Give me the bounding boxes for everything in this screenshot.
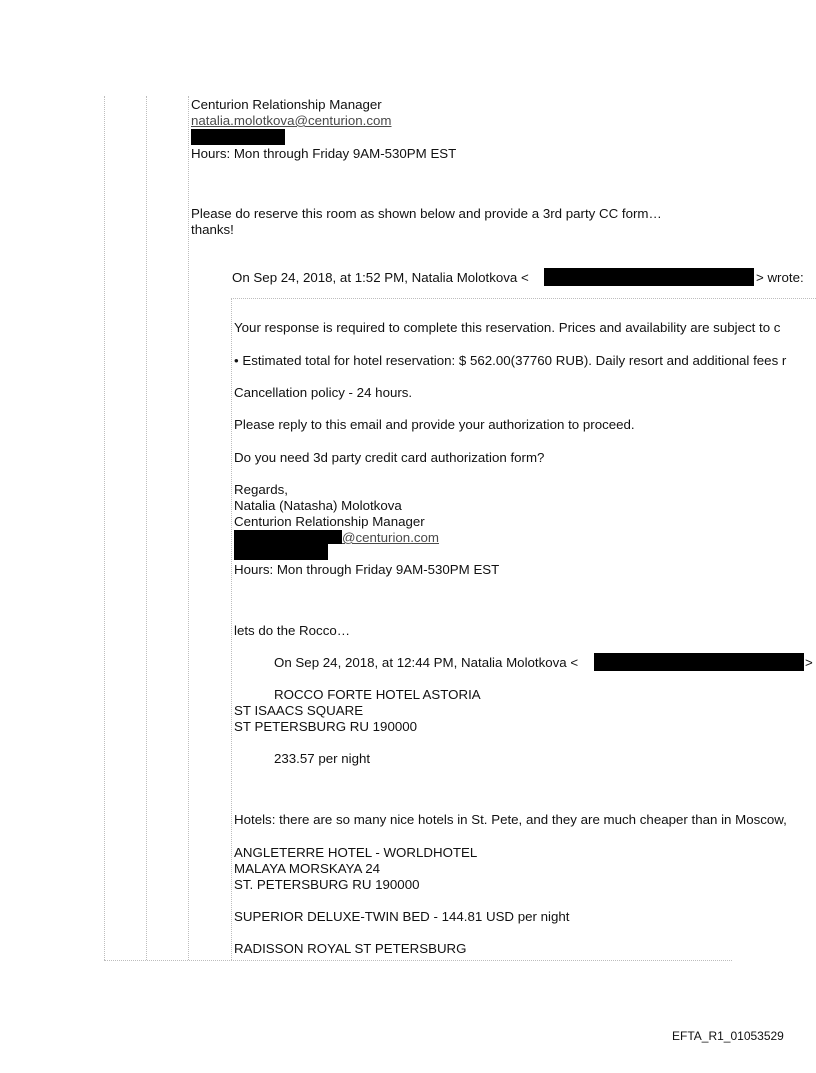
quote-border-bottom [104, 960, 732, 961]
reply-thanks: thanks! [191, 222, 234, 237]
reply-rocco: lets do the Rocco… [234, 623, 351, 638]
sender-email-link[interactable]: @centurion.com [342, 530, 440, 545]
signature-email-link[interactable]: natalia.molotkova@centurion.com [191, 113, 392, 128]
quote-header-2-prefix: On Sep 24, 2018, at 12:44 PM, Natalia Molotkova < [274, 655, 579, 670]
redaction-box [594, 653, 804, 671]
hotel3-name: RADISSON ROYAL ST PETERSBURG [234, 941, 467, 956]
hotels-note: Hotels: there are so many nice hotels in St. Pete, and they are much cheaper than in Moscow, [234, 812, 787, 827]
sender-title: Centurion Relationship Manager [234, 514, 425, 529]
quote-header-1 [232, 270, 529, 285]
redaction-box [234, 544, 328, 560]
authorization-request: Please reply to this email and provide your authorization to proceed. [234, 417, 635, 432]
quote-border-top [231, 298, 816, 299]
redaction-box [191, 129, 285, 145]
hotel2-street: MALAYA MORSKAYA 24 [234, 861, 381, 876]
cancellation-policy: Cancellation policy - 24 hours. [234, 385, 413, 400]
regards: Regards, [234, 482, 288, 497]
signature-hours: Hours: Mon through Friday 9AM-530PM EST [191, 146, 457, 161]
hotel2-name: ANGLETERRE HOTEL - WORLDHOTEL [234, 845, 478, 860]
quote-header-suffix: > wrote: [756, 270, 804, 285]
document-id: EFTA_R1_01053529 [672, 1029, 784, 1043]
quote-border-inner [188, 96, 189, 960]
quote-border-outer [104, 96, 105, 960]
hotel-city: ST PETERSBURG RU 190000 [234, 719, 418, 734]
sender-hours: Hours: Mon through Friday 9AM-530PM EST [234, 562, 500, 577]
quote-border-middle [146, 96, 147, 960]
estimated-total-line: • Estimated total for hotel reservation: $ 562.00(37760 RUB). Daily resort and additional fees r [234, 353, 787, 368]
response-required-line: Your response is required to complete this reservation. Prices and availability are subject to c [234, 320, 781, 335]
signature-title: Centurion Relationship Manager [191, 97, 382, 112]
redaction-box [544, 268, 754, 286]
hotel2-rate: SUPERIOR DELUXE-TWIN BED - 144.81 USD per night [234, 909, 570, 924]
quote-header-prefix: On Sep 24, 2018, at 1:52 PM, Natalia Molotkova < [232, 270, 529, 285]
redaction-box [234, 530, 342, 544]
quote-header-2-suffix: > [805, 655, 813, 670]
reply-line: Please do reserve this room as shown below and provide a 3rd party CC form… [191, 206, 662, 221]
hotel-rate: 233.57 per night [274, 751, 371, 766]
quote-border-nested [231, 298, 232, 960]
sender-name: Natalia (Natasha) Molotkova [234, 498, 402, 513]
hotel-name: ROCCO FORTE HOTEL ASTORIA [274, 687, 481, 702]
hotel2-city: ST. PETERSBURG RU 190000 [234, 877, 420, 892]
hotel-street: ST ISAACS SQUARE [234, 703, 364, 718]
quote-header-2 [274, 655, 578, 670]
cc-form-question: Do you need 3d party credit card authorization form? [234, 450, 545, 465]
